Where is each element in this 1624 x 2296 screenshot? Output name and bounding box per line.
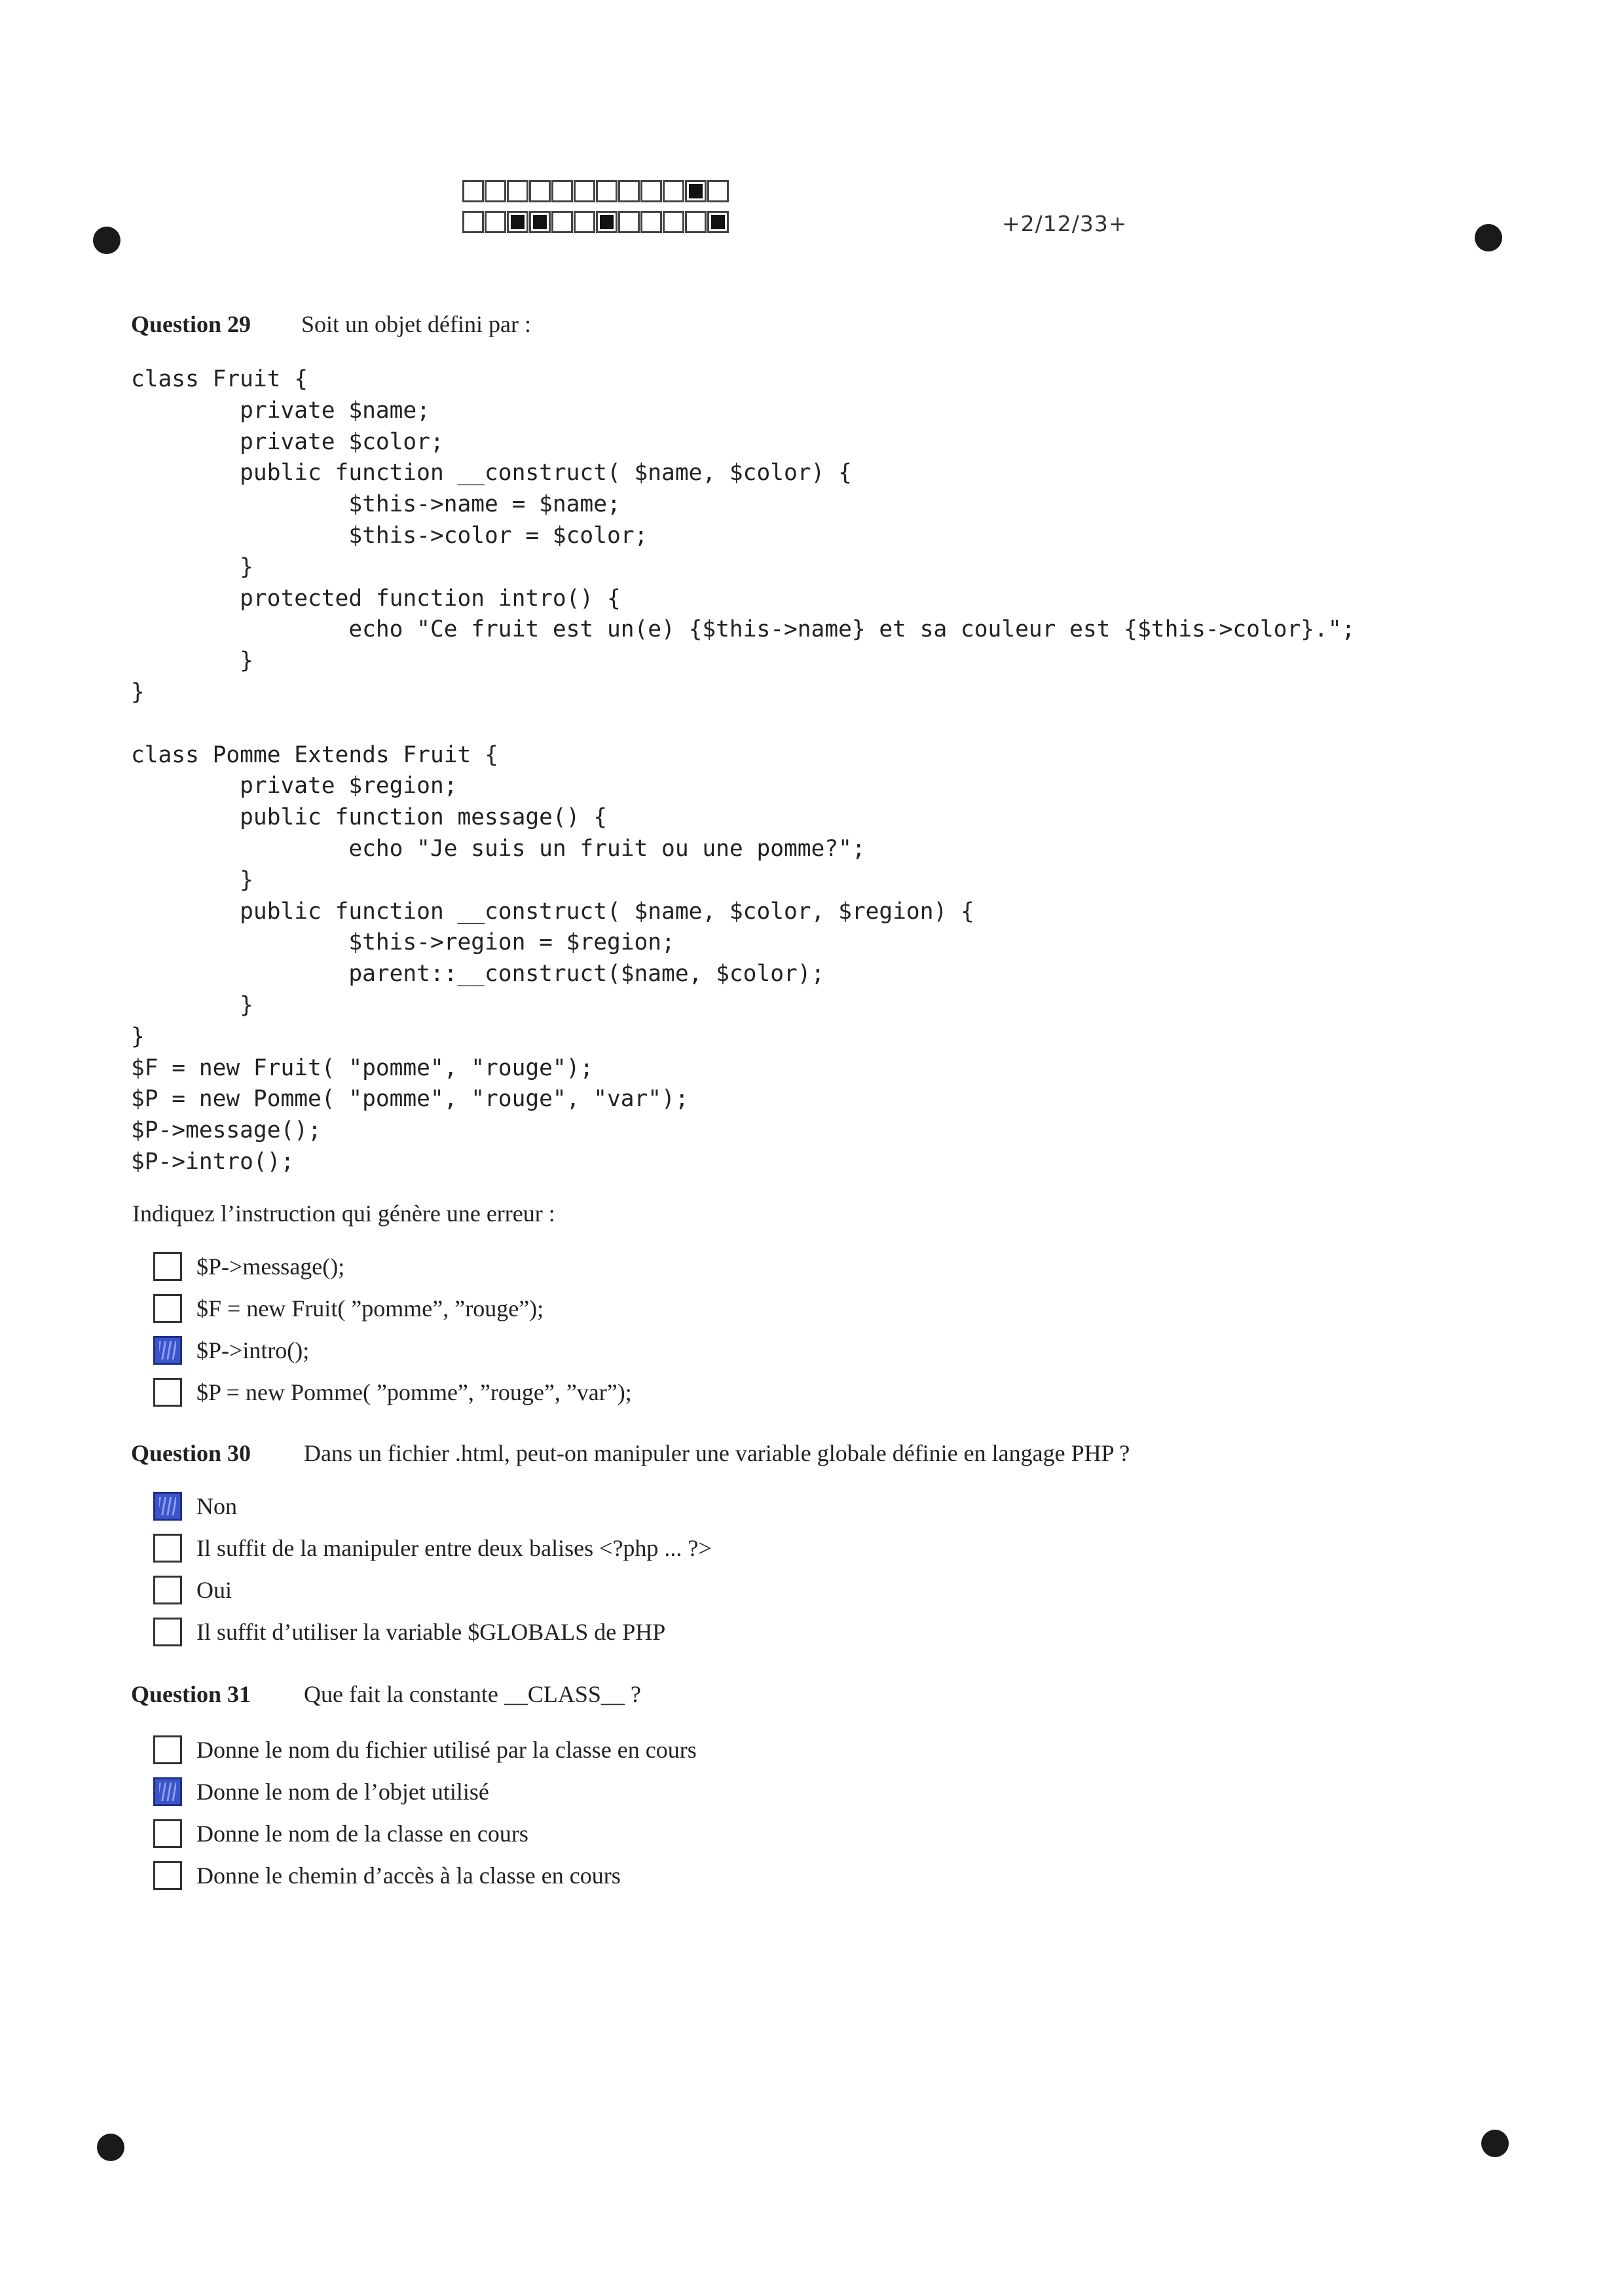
checkbox[interactable] (153, 1534, 182, 1563)
code-line: } (131, 678, 145, 705)
answer-option[interactable] (153, 1246, 632, 1287)
question-30-heading (131, 1439, 1130, 1467)
code-line: } (131, 648, 253, 675)
answer-option-label: $P = new Pomme( ”pomme”, ”rouge”, ”var”); (196, 1379, 632, 1405)
barcode-row-2-cell (663, 211, 684, 233)
barcode-row-1 (462, 180, 729, 202)
barcode-row-1-cell (507, 180, 528, 202)
code-line: } (131, 991, 253, 1018)
barcode-row-2-cell (618, 211, 640, 233)
answer-option-label: Donne le nom du fichier utilisé par la classe en cours (196, 1737, 697, 1763)
barcode-row-2-cell (574, 211, 595, 233)
checkbox-checked[interactable] (153, 1777, 182, 1806)
code-line: parent::__construct($name, $color); (131, 961, 825, 988)
code-line: $this->region = $region; (131, 929, 675, 956)
code-line: class Pomme Extends Fruit { (131, 741, 498, 768)
answer-option-label: Il suffit d’utiliser la variable $GLOBALS de PHP (196, 1619, 666, 1645)
code-line: public function __construct( $name, $color, $region) { (131, 898, 974, 925)
barcode-row-1-cell (663, 180, 684, 202)
answer-option-label: Donne le nom de la classe en cours (196, 1821, 528, 1847)
answer-option-label: Oui (196, 1577, 232, 1603)
barcode-row-2-cell (485, 211, 506, 233)
answer-option-label: $P->intro(); (196, 1337, 310, 1363)
registration-mark-bottom-left (97, 2134, 124, 2161)
answer-option-label: Non (196, 1493, 237, 1519)
barcode-row-2-cell (707, 211, 729, 233)
answer-option[interactable] (153, 1813, 697, 1855)
question-label: Question 29 (131, 311, 251, 337)
barcode-row-2 (462, 211, 729, 233)
registration-mark-top-left (93, 227, 120, 254)
question-31-heading (131, 1680, 641, 1708)
answer-option-label: $P->message(); (196, 1253, 345, 1280)
answer-option-label: Donne le chemin d’accès à la classe en cours (196, 1862, 621, 1889)
question-29-prompt: Indiquez l’instruction qui génère une erreur : (132, 1200, 555, 1227)
barcode-row-1-cell (551, 180, 573, 202)
answer-option[interactable] (153, 1569, 712, 1611)
answer-option-label: Donne le nom de l’objet utilisé (196, 1779, 489, 1805)
checkbox[interactable] (153, 1294, 182, 1323)
barcode-row-1-cell (707, 180, 729, 202)
code-block (131, 364, 1355, 1178)
barcode-row-1-cell (574, 180, 595, 202)
code-line: $P->message(); (131, 1117, 322, 1144)
answer-option-label: $F = new Fruit( ”pomme”, ”rouge”); (196, 1295, 544, 1322)
barcode-row-2-cell (640, 211, 662, 233)
answer-option[interactable] (153, 1485, 712, 1527)
checkbox[interactable] (153, 1819, 182, 1848)
question-29-options (153, 1246, 632, 1413)
answer-option[interactable] (153, 1287, 632, 1329)
checkbox[interactable] (153, 1861, 182, 1890)
barcode-row-1-cell (485, 180, 506, 202)
barcode-row-2-cell (596, 211, 618, 233)
page-code: +2/12/33+ (1002, 211, 1128, 236)
barcode-row-2-cell (507, 211, 528, 233)
barcode-row-2-cell (529, 211, 551, 233)
checkbox[interactable] (153, 1252, 182, 1281)
barcode-row-1-cell (529, 180, 551, 202)
question-text: Dans un fichier .html, peut-on manipuler une variable globale définie en langage PHP ? (304, 1440, 1130, 1466)
barcode-row-2-cell (462, 211, 484, 233)
question-text: Que fait la constante __CLASS__ ? (304, 1681, 641, 1707)
barcode-row-1-cell (462, 180, 484, 202)
question-label: Question 30 (131, 1440, 251, 1466)
code-line: $F = new Fruit( "pomme", "rouge"); (131, 1054, 594, 1081)
question-30-options (153, 1485, 712, 1653)
code-line: class Fruit { (131, 366, 308, 392)
barcode-row-2-cell (685, 211, 707, 233)
checkbox-checked[interactable] (153, 1336, 182, 1365)
code-line: public function message() { (131, 804, 607, 831)
barcode-row-2-cell (551, 211, 573, 233)
checkbox[interactable] (153, 1735, 182, 1764)
code-line: } (131, 553, 253, 580)
code-line: protected function intro() { (131, 585, 621, 612)
registration-mark-top-right (1475, 224, 1502, 251)
answer-option[interactable] (153, 1527, 712, 1569)
code-line: echo "Je suis un fruit ou une pomme?"; (131, 835, 866, 862)
code-line: private $region; (131, 773, 458, 800)
barcode-row-1-cell (618, 180, 640, 202)
code-line: echo "Ce fruit est un(e) {$this->name} et sa couleur est {$this->color}."; (131, 616, 1356, 643)
barcode-row-1-cell (685, 180, 707, 202)
code-line: $P = new Pomme( "pomme", "rouge", "var"); (131, 1086, 689, 1113)
code-line: private $color; (131, 428, 444, 455)
checkbox[interactable] (153, 1576, 182, 1604)
code-line: } (131, 866, 253, 893)
barcode-row-1-cell (640, 180, 662, 202)
answer-option[interactable] (153, 1729, 697, 1771)
checkbox[interactable] (153, 1378, 182, 1407)
answer-option[interactable] (153, 1371, 632, 1413)
answer-option[interactable] (153, 1611, 712, 1653)
question-31-options (153, 1729, 697, 1897)
question-29-heading (131, 310, 531, 338)
answer-option[interactable] (153, 1855, 697, 1897)
registration-mark-bottom-right (1481, 2130, 1509, 2157)
barcode-row-1-cell (596, 180, 618, 202)
code-line: $P->intro(); (131, 1148, 295, 1175)
answer-option-label: Il suffit de la manipuler entre deux balises <?php ... ?> (196, 1535, 712, 1561)
question-label: Question 31 (131, 1681, 251, 1707)
code-line: $this->name = $name; (131, 491, 621, 518)
code-line (131, 709, 1355, 740)
question-text: Soit un objet défini par : (301, 311, 531, 337)
code-line: } (131, 1023, 145, 1050)
checkbox[interactable] (153, 1618, 182, 1646)
code-line: public function __construct( $name, $color) { (131, 460, 852, 487)
checkbox-checked[interactable] (153, 1492, 182, 1521)
code-line: $this->color = $color; (131, 522, 648, 549)
answer-option[interactable] (153, 1329, 632, 1371)
code-line: private $name; (131, 397, 430, 424)
answer-option[interactable] (153, 1771, 697, 1813)
